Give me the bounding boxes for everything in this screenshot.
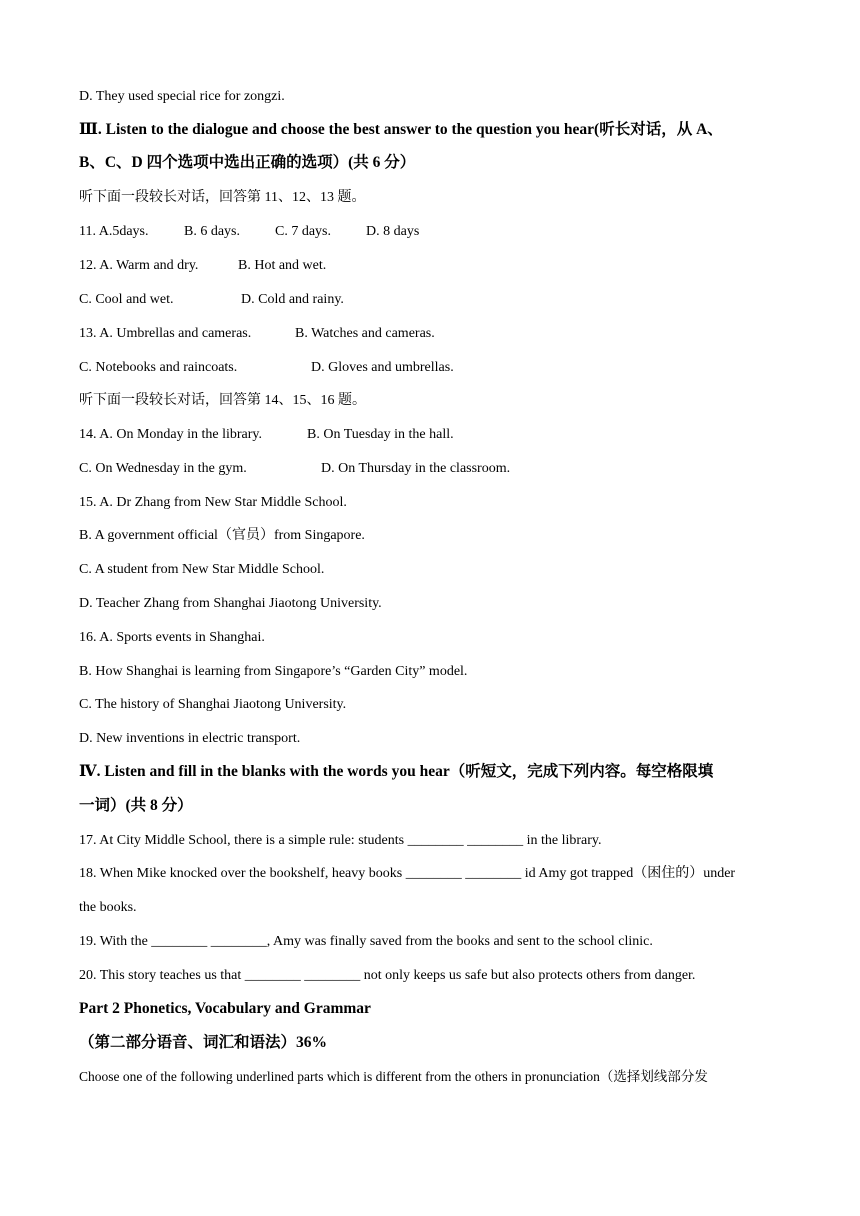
q11-option-a: 11. A.5days.	[79, 224, 149, 239]
q11-option-b: B. 6 days.	[184, 224, 240, 239]
section-4-heading-cont: 一词）(共 8 分）	[79, 797, 193, 814]
q13-option-a: 13. A. Umbrellas and cameras.	[79, 326, 252, 341]
q12-option-c: C. Cool and wet.	[79, 292, 174, 307]
question-18: 18. When Mike knocked over the bookshelf, heavy books ________ ________ id Amy got trapped（困住的）under	[79, 866, 736, 881]
question-19: 19. With the ________ ________, Amy was finally saved from the books and sent to the school clinic.	[79, 934, 653, 949]
question-13-ab	[79, 324, 435, 344]
q15-option-c: C. A student from New Star Middle School.	[79, 562, 325, 577]
q14-option-b: B. On Tuesday in the hall.	[307, 427, 454, 442]
question-12-ab	[79, 256, 326, 276]
question-13-cd	[79, 358, 454, 378]
question-11	[79, 222, 419, 242]
q16-option-b: B. How Shanghai is learning from Singapore’s “Garden City” model.	[79, 664, 468, 679]
q12-option-d: D. Cold and rainy.	[241, 292, 344, 307]
q14-option-a: 14. A. On Monday in the library.	[79, 427, 263, 442]
q11-option-d: D. 8 days	[366, 224, 420, 239]
q13-option-d: D. Gloves and umbrellas.	[311, 360, 454, 375]
part-2-subtitle: （第二部分语音、词汇和语法）36%	[79, 1034, 328, 1051]
dialogue-intro-2: 听下面一段较长对话，回答第 14、15、16 题。	[79, 393, 366, 408]
question-14-cd	[79, 459, 510, 479]
question-14-ab	[79, 425, 454, 445]
q16-option-a: 16. A. Sports events in Shanghai.	[79, 630, 265, 645]
q15-option-a: 15. A. Dr Zhang from New Star Middle School.	[79, 495, 347, 510]
section-4-heading: Ⅳ. Listen and fill in the blanks with the words you hear（听短文，完成下列内容。每空格限填	[79, 763, 714, 780]
section-3-heading: Ⅲ. Listen to the dialogue and choose the best answer to the question you hear(听长对话，从 A、	[79, 121, 723, 138]
q12-option-a: 12. A. Warm and dry.	[79, 258, 199, 273]
q15-option-b: B. A government official（官员）from Singapore.	[79, 528, 365, 543]
q10-option-d: D. They used special rice for zongzi.	[79, 89, 285, 104]
question-20: 20. This story teaches us that ________ ________ not only keeps us safe but also protects others from danger.	[79, 968, 696, 983]
q13-option-c: C. Notebooks and raincoats.	[79, 360, 238, 375]
q14-option-c: C. On Wednesday in the gym.	[79, 461, 247, 476]
q14-option-d: D. On Thursday in the classroom.	[321, 461, 511, 476]
q11-option-c: C. 7 days.	[275, 224, 331, 239]
q16-option-d: D. New inventions in electric transport.	[79, 731, 301, 746]
section-3-heading-cont: B、C、D 四个选项中选出正确的选项）(共 6 分）	[79, 154, 416, 171]
question-17: 17. At City Middle School, there is a simple rule: students ________ ________ in the library.	[79, 833, 602, 848]
dialogue-intro-1: 听下面一段较长对话，回答第 11、12、13 题。	[79, 190, 366, 205]
part-2-instructions: Choose one of the following underlined parts which is different from the others in pronunciation（选择划线部分发	[79, 1069, 708, 1084]
q16-option-c: C. The history of Shanghai Jiaotong University.	[79, 697, 347, 712]
question-18-cont: the books.	[79, 900, 137, 915]
part-2-title: Part 2 Phonetics, Vocabulary and Grammar	[79, 1000, 371, 1017]
question-12-cd	[79, 290, 344, 310]
q12-option-b: B. Hot and wet.	[238, 258, 327, 273]
q15-option-d: D. Teacher Zhang from Shanghai Jiaotong University.	[79, 596, 382, 611]
q13-option-b: B. Watches and cameras.	[295, 326, 435, 341]
